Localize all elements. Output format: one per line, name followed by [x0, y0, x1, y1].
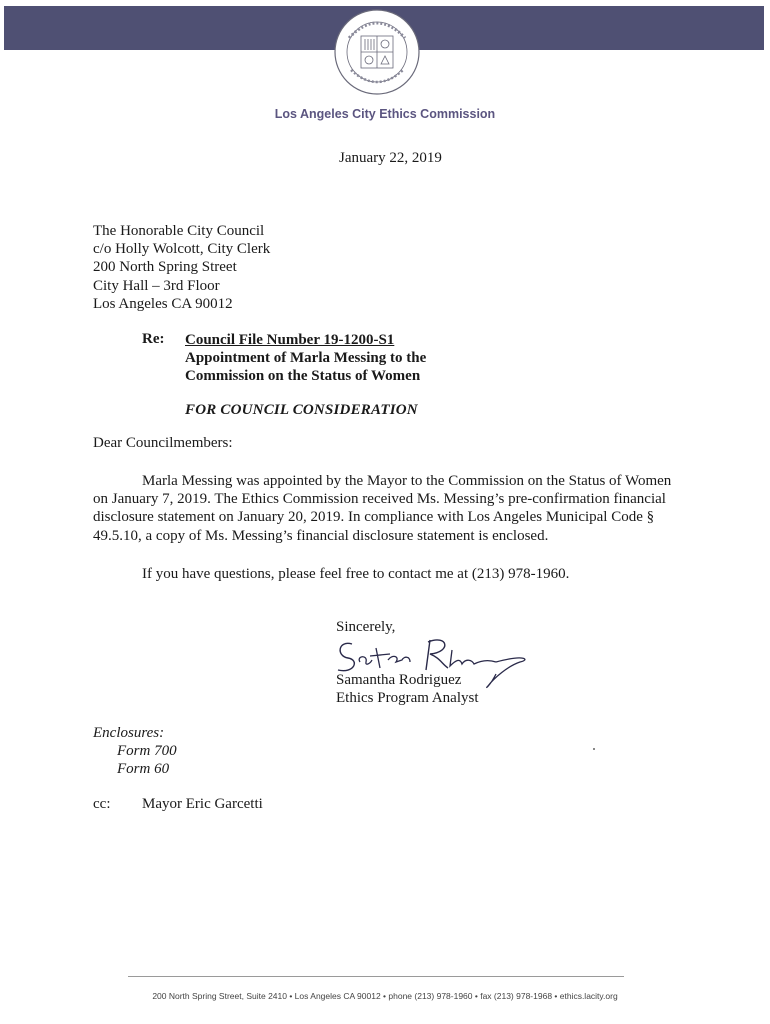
letter-date: January 22, 2019 — [339, 150, 442, 166]
recipient-line: The Honorable City Council — [93, 223, 265, 239]
body-line: Marla Messing was appointed by the Mayor to the Commission on the Status of Women — [142, 473, 672, 489]
enclosure-item: Form 60 — [117, 761, 170, 778]
contact-paragraph: If you have questions, please feel free to contact me at (213) 978-1960. — [142, 566, 570, 582]
subject-line: Appointment of Marla Messing to the — [185, 350, 427, 367]
footer-divider — [128, 976, 624, 977]
scan-speck — [593, 748, 595, 750]
subject-line: Commission on the Status of Women — [185, 368, 421, 385]
signer-block — [336, 671, 479, 707]
enclosures-label: Enclosures: — [93, 725, 165, 741]
re-label: Re: — [142, 331, 165, 347]
cc-label: cc: — [93, 796, 111, 812]
body-line: on January 7, 2019. The Ethics Commission received Ms. Messing’s pre-confirmation financial — [93, 491, 666, 508]
recipient-line: City Hall – 3rd Floor — [93, 277, 220, 294]
signer-name: Samantha Rodriguez — [336, 672, 462, 688]
signer-title: Ethics Program Analyst — [336, 690, 479, 707]
closing: Sincerely, — [336, 619, 396, 635]
council-file-number: Council File Number 19-1200-S1 — [185, 332, 395, 348]
organization-name: Los Angeles City Ethics Commission — [274, 107, 496, 121]
enclosures — [93, 724, 177, 779]
re-subject — [185, 331, 426, 386]
body-line: disclosure statement on January 20, 2019. In compliance with Los Angeles Municipal Code § — [93, 509, 655, 526]
recipient-line: Los Angeles CA 90012 — [93, 295, 233, 312]
salutation: Dear Councilmembers: — [93, 435, 233, 451]
recipient-line: 200 North Spring Street — [93, 259, 237, 276]
recipient-line: c/o Holly Wolcott, City Clerk — [93, 241, 271, 258]
cc-recipient: Mayor Eric Garcetti — [142, 796, 263, 812]
enclosure-item: Form 700 — [117, 743, 177, 760]
body-paragraph — [93, 472, 673, 545]
recipient-address — [93, 222, 270, 313]
consideration-note: FOR COUNCIL CONSIDERATION — [185, 402, 418, 418]
body-line: 49.5.10, a copy of Ms. Messing’s financial disclosure statement is enclosed. — [93, 527, 549, 544]
footer-contact: 200 North Spring Street, Suite 2410 • Los Angeles CA 90012 • phone (213) 978-1960 • fax (213) 978-1968 • ethics.lacity.org — [152, 991, 618, 1001]
city-seal-icon — [333, 8, 421, 96]
